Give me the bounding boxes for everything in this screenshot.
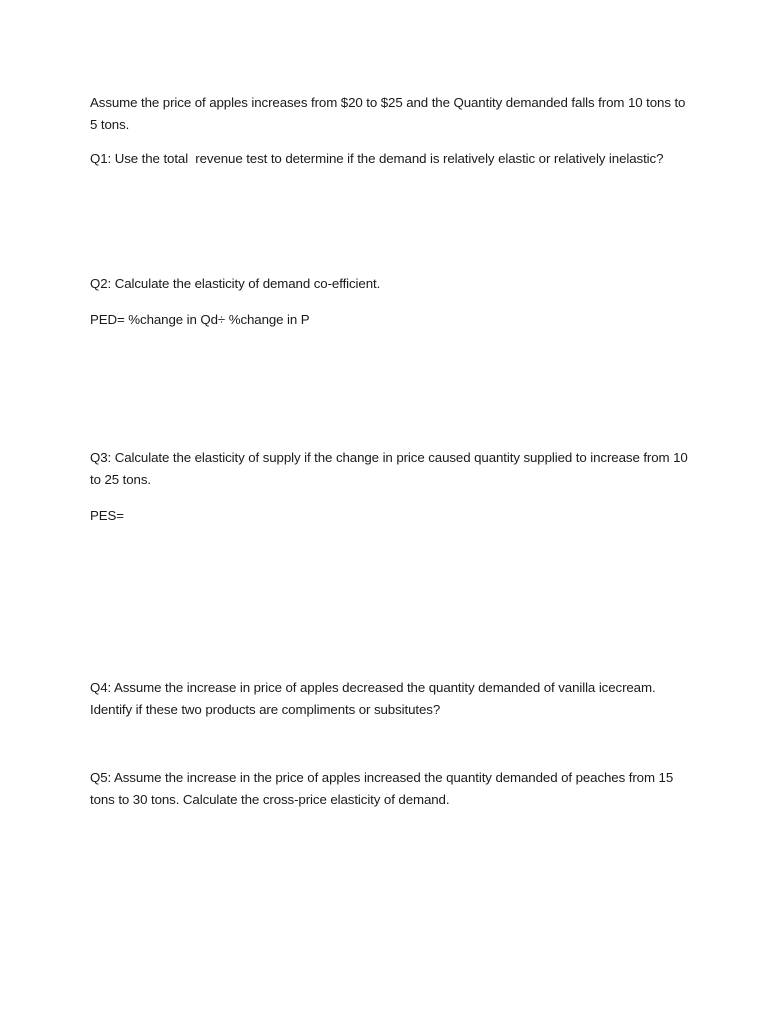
question-3: Q3: Calculate the elasticity of supply if the change in price caused quantity supplied to increase from 10 to 25 tons. (90, 450, 695, 487)
ped-formula: PED= %change in Qd÷ %change in P (90, 312, 310, 327)
question-1: Q1: Use the total revenue test to determine if the demand is relatively elastic or relatively inelastic? (90, 151, 664, 166)
pes-formula: PES= (90, 508, 124, 523)
intro-paragraph: Assume the price of apples increases from $20 to $25 and the Quantity demanded falls from 10 tons to 5 tons. (90, 95, 689, 132)
question-4: Q4: Assume the increase in price of apples decreased the quantity demanded of vanilla icecream. Identify if these two products are compliments or subsitutes? (90, 680, 660, 717)
question-2: Q2: Calculate the elasticity of demand co-efficient. (90, 276, 381, 291)
question-5: Q5: Assume the increase in the price of apples increased the quantity demanded of peaches from 15 tons to 30 tons. Calculate the cross-price elasticity of demand. (90, 770, 677, 807)
